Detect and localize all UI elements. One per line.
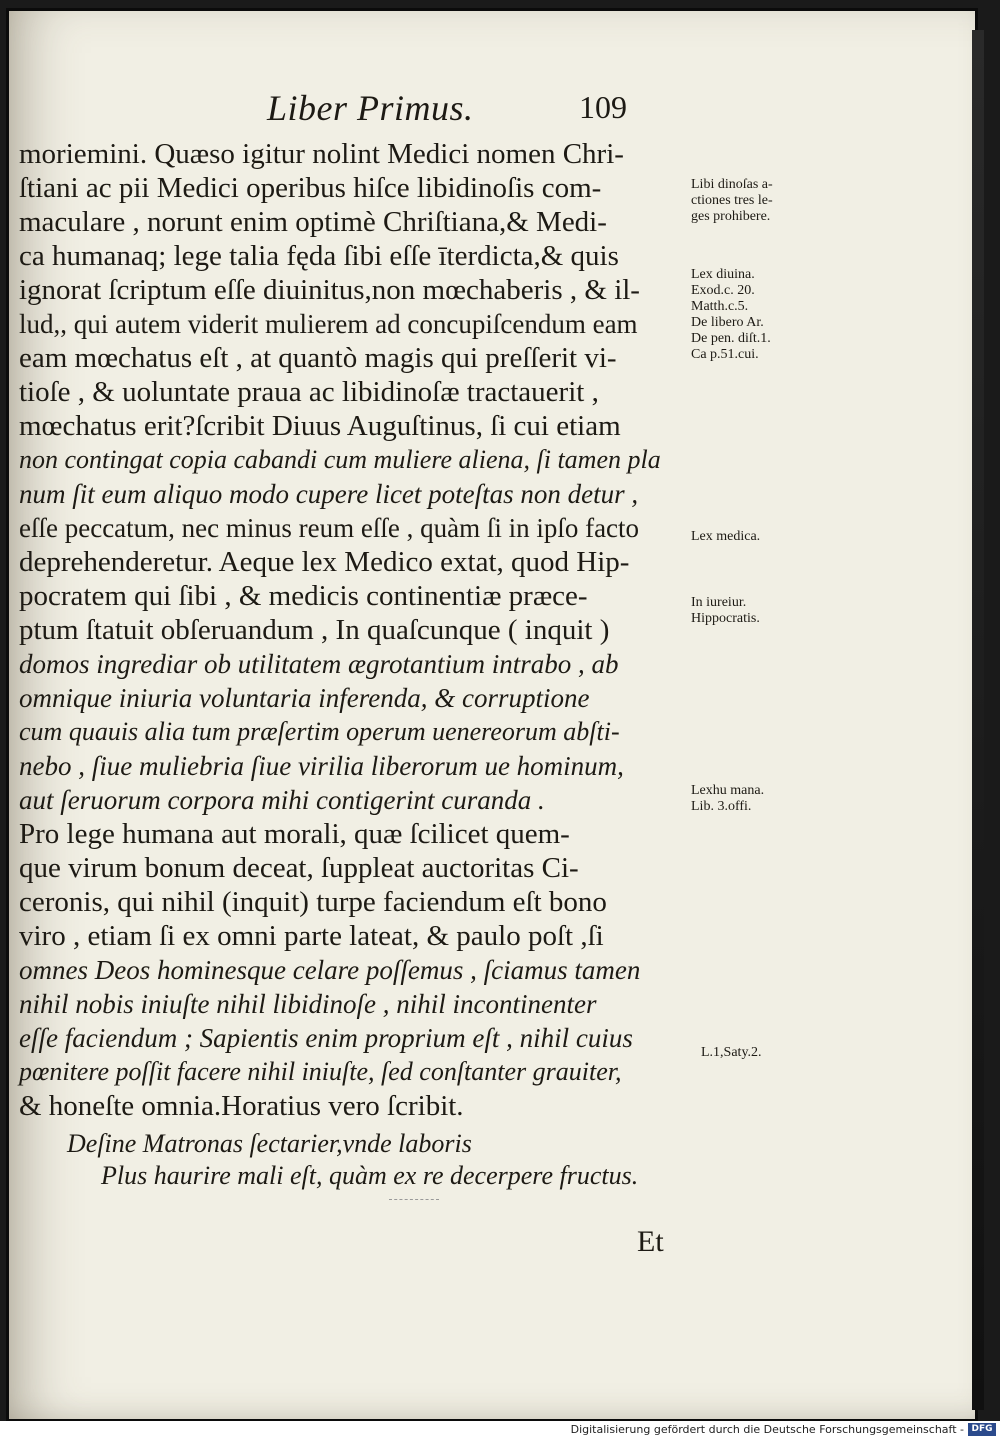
text-line: ptum ſtatuit obſeruandum , In quaſcunque ( inquit ) xyxy=(19,614,610,646)
footer-bar xyxy=(0,1421,1000,1439)
verse-line: Deſine Matronas ſectarier,vnde laboris xyxy=(67,1129,472,1158)
faint-rule xyxy=(389,1199,439,1200)
text-line: ſtiani ac pii Medici operibus hiſce libidinoſis com- xyxy=(19,172,602,204)
text-line: non contingat copia cabandi cum muliere aliena, ſi tamen pla xyxy=(19,445,661,474)
text-line: omnique iniuria voluntaria inferenda, & corruptione xyxy=(19,683,590,713)
text-line: eſſe faciendum ; Sapientis enim proprium eſt , nihil cuius xyxy=(19,1023,633,1053)
text-line: Pro lege humana aut morali, quæ ſcilicet quem- xyxy=(19,818,570,850)
text-line: mœchatus erit?ſcribit Diuus Auguſtinus, ſi cui etiam xyxy=(19,410,621,442)
text-line: cum quauis alia tum præſertim operum uenereorum abſti- xyxy=(19,717,620,746)
text-line: ca humanaq; lege talia fęda ſibi eſſe īterdicta,& quis xyxy=(19,240,619,272)
text-line: omnes Deos hominesque celare poſſemus , ſciamus tamen xyxy=(19,955,641,985)
margin-note: Libi dinoſas a- ctiones tres le- ges prohibere. xyxy=(691,177,773,224)
text-line: maculare , norunt enim optimè Chriſtiana,& Medi- xyxy=(19,206,607,238)
margin-note: Lexhu mana. Lib. 3.offi. xyxy=(691,783,765,814)
text-line: que virum bonum deceat, ſuppleat auctoritas Ci- xyxy=(19,852,579,884)
text-line: num ſit eum aliquo modo cupere licet poteſtas non detur , xyxy=(19,479,639,509)
text-line: nebo , ſiue muliebria ſiue virilia liberorum ue hominum, xyxy=(19,751,624,781)
margin-note: Lex diuina. Exod.c. 20. Matth.c.5. De libero Ar. De pen. diſt.1. Ca p.51.cui. xyxy=(691,267,771,362)
text-line: eam mœchatus eſt , at quantò magis qui preſſerit vi- xyxy=(19,342,617,374)
text-line: ignorat ſcriptum eſſe diuinitus,non mœchaberis , & il- xyxy=(19,274,640,306)
text-line: nihil nobis iniuſte nihil libidinoſe , nihil incontinenter xyxy=(19,989,597,1019)
text-line: pocratem qui ſibi , & medicis continentiæ præce- xyxy=(19,580,588,612)
text-line: tioſe , & uoluntate praua ac libidinoſæ tractauerit , xyxy=(19,376,599,408)
text-line: aut ſeruorum corpora mihi contigerint curanda . xyxy=(19,785,545,815)
dfg-logo-icon: DFG xyxy=(968,1423,996,1436)
book-edge xyxy=(972,30,984,1410)
funding-note: Digitalisierung gefördert durch die Deutsche Forschungsgemeinschaft - xyxy=(570,1423,964,1436)
text-line: domos ingrediar ob utilitatem ægrotantium intrabo , ab xyxy=(19,649,619,679)
text-line: viro , etiam ſi ex omni parte lateat, & paulo poſt ,ſi xyxy=(19,920,604,952)
margin-note: Lex medica. xyxy=(691,529,761,544)
catchword: Et xyxy=(637,1225,664,1258)
text-line: pœnitere poſſit facere nihil iniuſte, ſed conſtanter grauiter, xyxy=(19,1057,622,1086)
text-line: deprehenderetur. Aeque lex Medico extat, quod Hip- xyxy=(19,546,630,578)
text-line: ceronis, qui nihil (inquit) turpe faciendum eſt bono xyxy=(19,886,607,918)
page-number: 109 xyxy=(579,89,627,125)
text-line: & honeſte omnia.Horatius vero ſcribit. xyxy=(19,1090,464,1122)
margin-note: In iureiur. Hippocratis. xyxy=(691,595,760,626)
running-title: Liber Primus. xyxy=(267,88,474,128)
book-page xyxy=(6,8,978,1422)
verse-line: Plus haurire mali eſt, quàm ex re decerpere fructus. xyxy=(101,1161,639,1190)
margin-note: L.1,Saty.2. xyxy=(701,1045,762,1060)
text-line: moriemini. Quæso igitur nolint Medici nomen Chri- xyxy=(19,138,624,170)
text-line: eſſe peccatum, nec minus reum eſſe , quàm ſi in ipſo facto xyxy=(19,513,640,543)
text-line: lud,, qui autem viderit mulierem ad concupiſcendum eam xyxy=(19,309,638,339)
